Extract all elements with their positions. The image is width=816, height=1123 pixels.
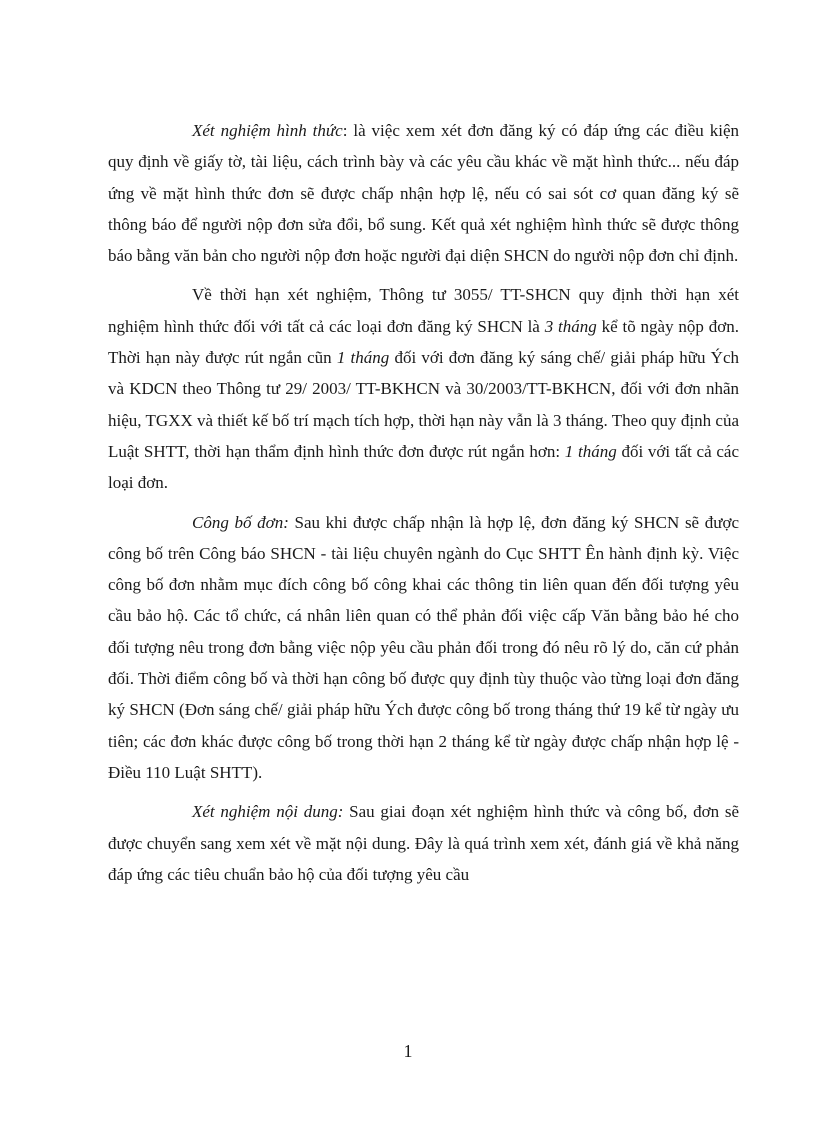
term-publication: Công bố đơn: xyxy=(192,512,289,532)
term-substantive-examination: Xét nghiệm nội dung: xyxy=(192,802,344,822)
paragraph-text: kể tõ ngày nộp đơn. Thời hạn này được rút ngắn cũn xyxy=(108,316,739,368)
term-formal-examination: Xét nghiệm hình thức xyxy=(192,121,343,140)
paragraph-examination-period xyxy=(108,279,739,498)
page-number: 1 xyxy=(403,1041,413,1061)
emphasis-1-month: 1 tháng xyxy=(564,441,617,461)
paragraph-text: đối với đơn đăng ký sáng chế/ giải pháp hữu Ých và KDCN theo Thông tư 29/ 2003/ TT-BKHCN và 30/2003/TT-BKHCN, đối với đơn nhãn hiệu, TGXX và thiết kế bố trí mạch tích hợp, thời hạn này vẫn là 3 tháng. Theo quy định của Luật SHTT, thời hạn thẩm định hình thức đơn được rút ngắn hơn: xyxy=(108,348,739,461)
paragraph-formal-examination xyxy=(108,115,739,271)
paragraph-text: đối với tất cả các loại đơn. xyxy=(108,441,739,493)
emphasis-1-month: 1 tháng xyxy=(336,348,390,368)
paragraph-substantive-examination xyxy=(108,796,739,890)
emphasis-3-months: 3 tháng xyxy=(544,316,597,336)
paragraph-publication xyxy=(108,507,739,789)
document-body xyxy=(108,115,739,890)
paragraph-text: : là việc xem xét đơn đăng ký có đáp ứng các điều kiện quy định về giấy tờ, tài liệu, cách trình bày và các yêu cầu khác về mặt hình thức... nếu đáp ứng về mặt hình thức đơn sẽ được chấp nhận hợp lệ, nếu có sai sót cơ quan đăng ký sẽ thông báo để người nộp đơn sửa đổi, bổ sung. Kết quả xét nghiệm hình thức sẽ được thông báo bằng văn bản cho người nộp đơn hoặc người đại diện SHCN do người nộp đơn chỉ định. xyxy=(108,121,739,266)
paragraph-text: Về thời hạn xét nghiệm, Thông tư 3055/ TT-SHCN quy định thời hạn xét nghiệm hình thức đối với tất cả các loại đơn đăng ký SHCN là xyxy=(108,285,739,336)
paragraph-text: Sau khi được chấp nhận là hợp lệ, đơn đăng ký SHCN sẽ được công bố trên Công báo SHCN - tài liệu chuyên ngành do Cục SHTT Ên hành định kỳ. Việc công bố đơn nhằm mục đích công bố công khai các thông tin liên quan đến đối tượng yêu cầu bảo hộ. Các tổ chức, cá nhân liên quan có thể phản đối việc cấp Văn bằng bảo hé cho đối tượng nêu trong đơn bằng việc nộp yêu cầu phản đối trong đó nêu rõ lý do, căn cứ phản đối. Thời điểm công bố và thời hạn công bố được quy định tùy thuộc vào từng loại đơn đăng ký SHCN (Đơn sáng chế/ giải pháp hữu Ých được công bố trong tháng thứ 19 kể từ ngày ưu tiên; các đơn khác được công bố trong thời hạn 2 tháng kể từ ngày được chấp nhận hợp lệ - Điều 110 Luật SHTT). xyxy=(108,512,739,782)
paragraph-text: Sau giai đoạn xét nghiệm hình thức và công bố, đơn sẽ được chuyển sang xem xét về mặt nội dung. Đây là quá trình xem xét, đánh giá về khả năng đáp ứng các tiêu chuẩn bảo hộ của đối tượng yêu cầu xyxy=(108,802,739,884)
